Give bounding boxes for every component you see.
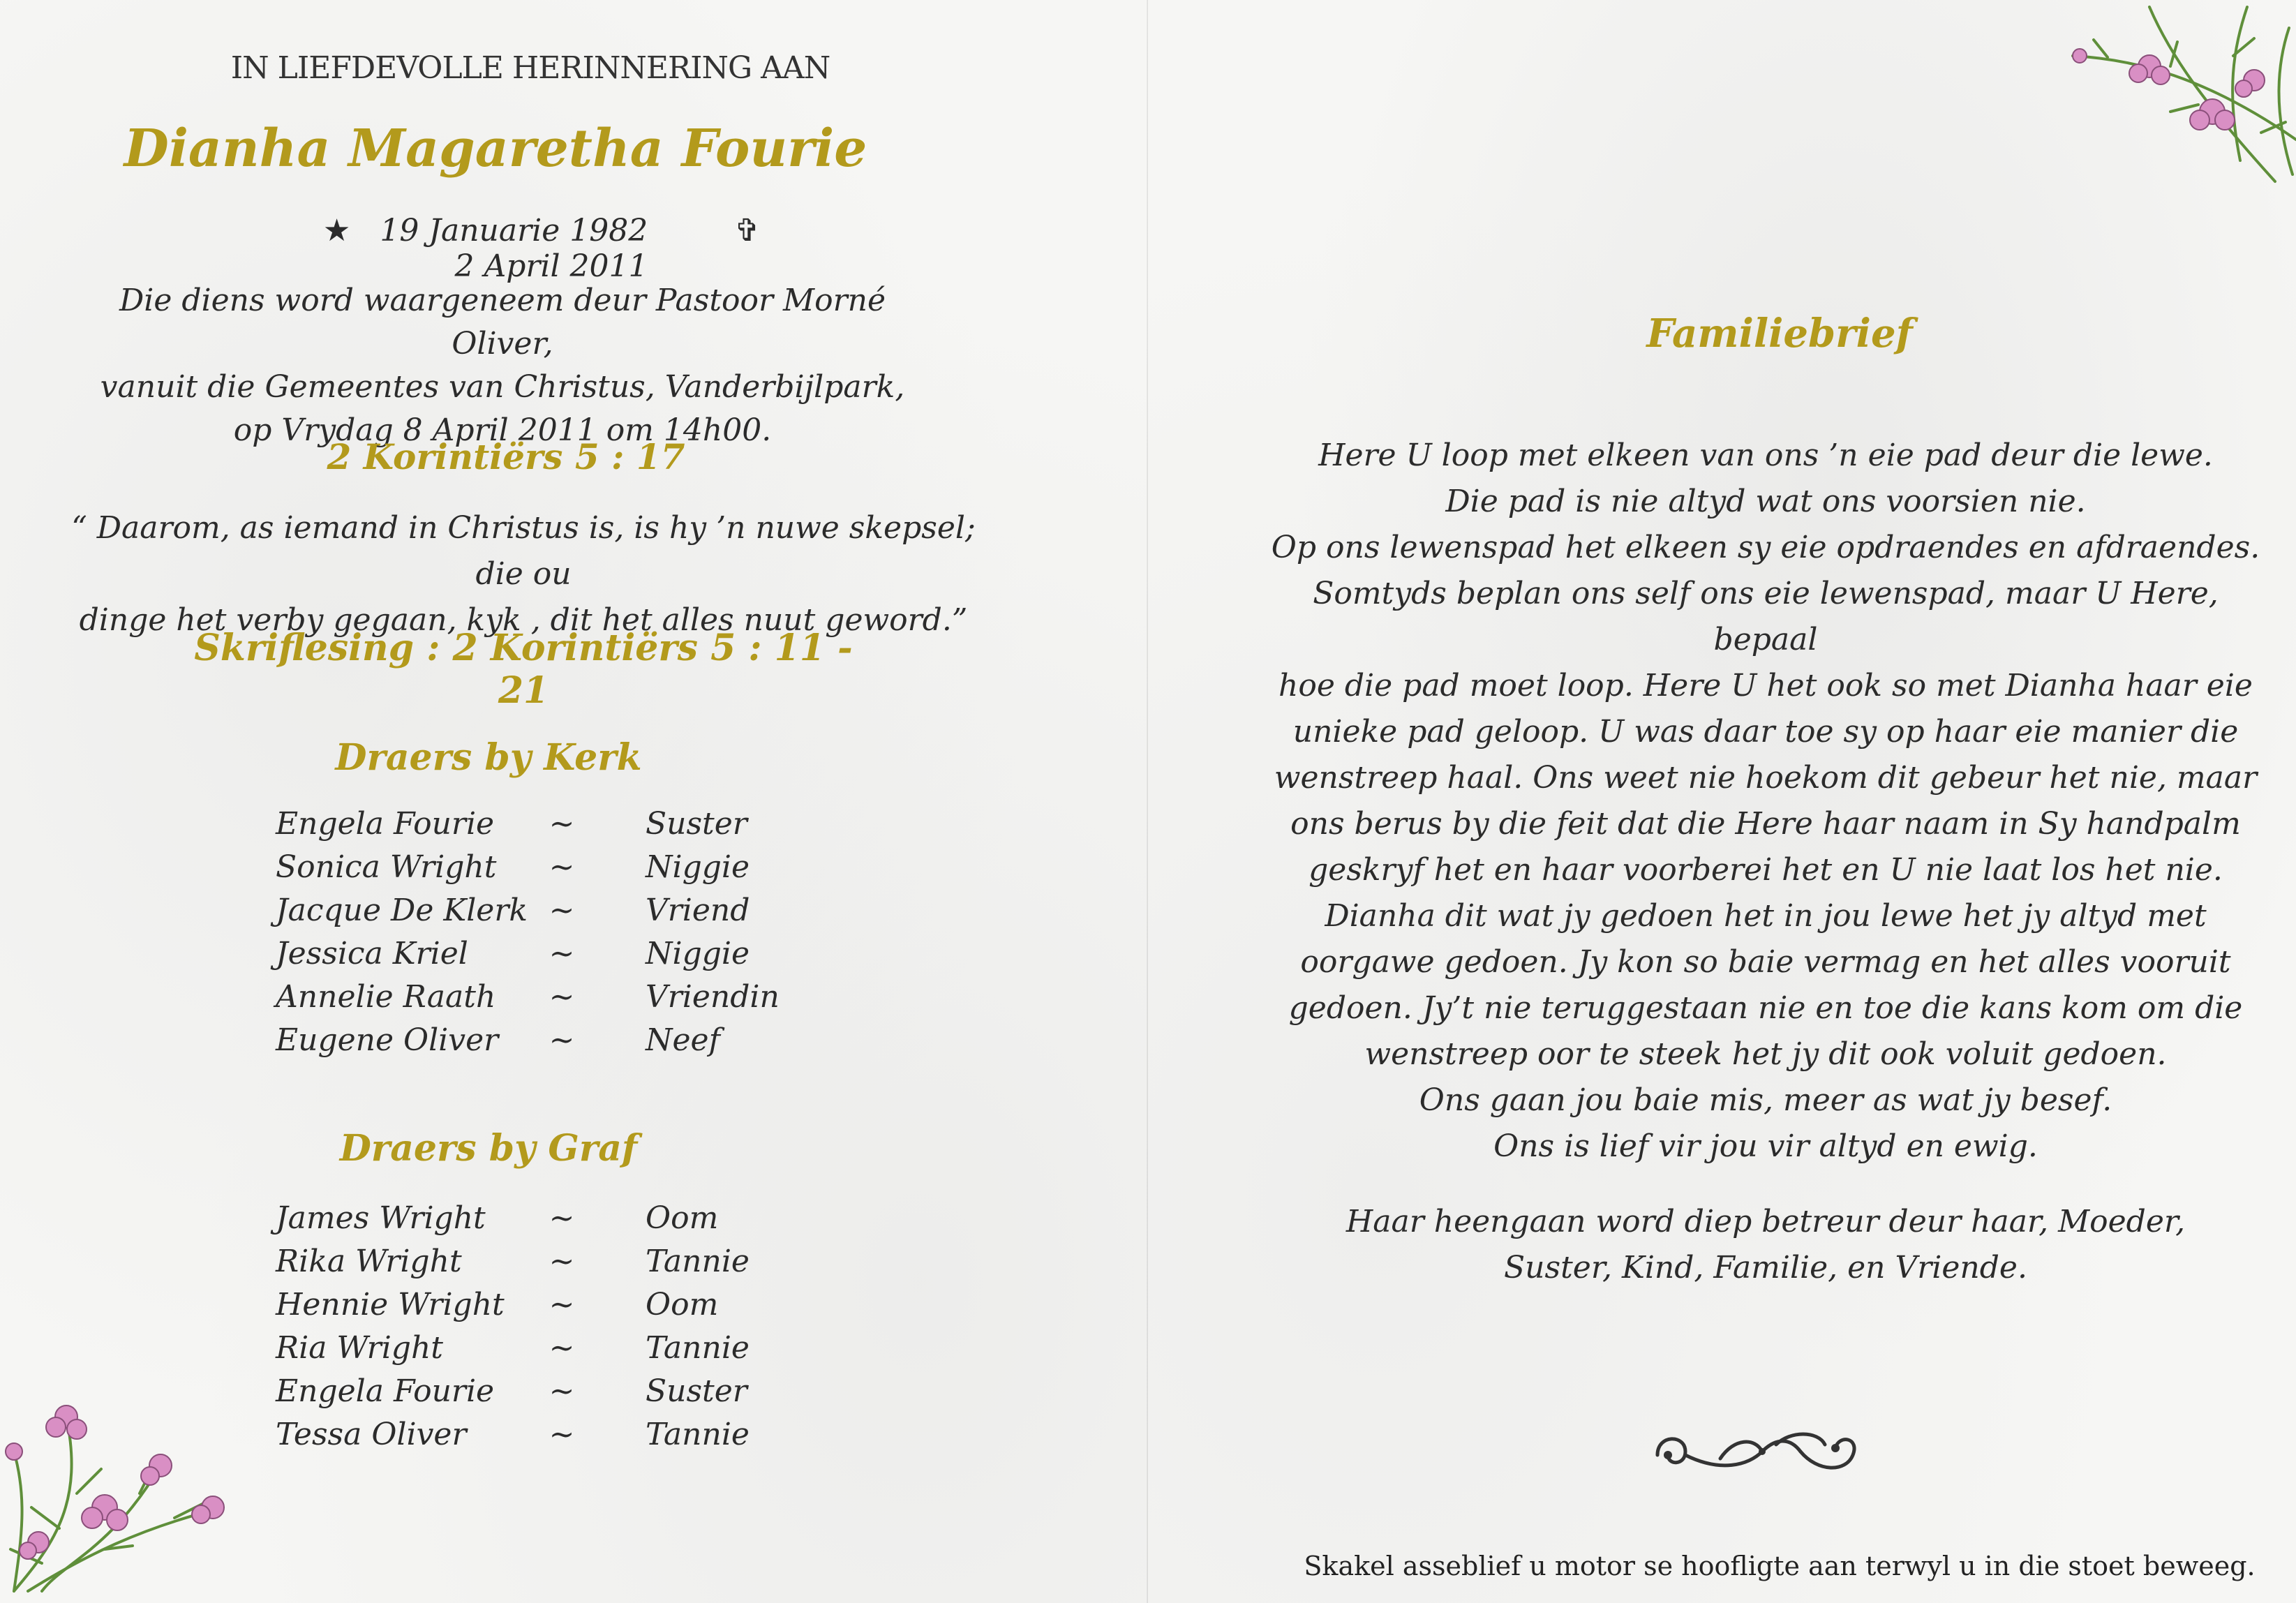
closing-line: Suster, Kind, Familie, en Vriende. [1504, 1250, 2027, 1285]
scripture-reading: Skriflesing : 2 Korintiërs 5 : 11 - 21 [194, 627, 853, 712]
bearer-name: Tessa Oliver [276, 1417, 467, 1452]
ornament-flourish-icon [1643, 1417, 1881, 1486]
letter-line: Dianha dit wat jy gedoen het in jou lewe het jy altyd met [1325, 898, 2207, 934]
grave-bearers-title: Draers by Graf [339, 1127, 638, 1170]
deceased-name: Dianha Magaretha Fourie [124, 119, 867, 179]
bearer-relation: Niggie [646, 936, 750, 971]
separator: ~ [549, 979, 575, 1015]
bearer-name: Sonica Wright [276, 849, 497, 885]
service-line: op Vrydag 8 April 2011 om 14h00. [233, 412, 772, 448]
flower-sprig-icon [0, 1389, 237, 1598]
separator: ~ [549, 1244, 575, 1279]
letter-line: unieke pad geloop. U was daar toe sy op haar eie manier die [1292, 714, 2239, 750]
letter-line: Ons gaan jou baie mis, meer as wat jy besef. [1419, 1082, 2112, 1118]
birth-date: 19 Januarie 1982 [380, 213, 648, 248]
quote-line: dinge het verby gegaan, kyk , dit het alles nuut geword.” [79, 602, 968, 638]
family-letter-title: Familiebrief [1646, 311, 1913, 357]
bearer-name: Eugene Oliver [276, 1022, 499, 1058]
star-icon: ★ [322, 213, 351, 248]
bearer-relation: Tannie [646, 1330, 750, 1366]
separator: ~ [549, 936, 575, 971]
quote-line: “ Daarom, as iemand in Christus is, is hy ’n nuwe skepsel; die ou [71, 510, 976, 592]
bearer-name: Jacque De Klerk [276, 893, 528, 928]
letter-line: wenstreep oor te steek het jy dit ook voluit gedoen. [1364, 1036, 2167, 1072]
separator: ~ [549, 1330, 575, 1366]
cross-icon: ✞ [734, 213, 761, 248]
letter-line: Here U loop met elkeen van ons ’n eie pad deur die lewe. [1318, 438, 2213, 473]
bearer-name: Engela Fourie [276, 1373, 495, 1409]
bearer-relation: Neef [646, 1022, 720, 1058]
flower-sprig-icon [2066, 0, 2296, 188]
letter-line: hoe die pad moet loop. Here U het ook so met Dianha haar eie [1279, 668, 2253, 703]
letter-line: Op ons lewenspad het elkeen sy eie opdraendes en afdraendes. [1271, 530, 2260, 565]
bearer-relation: Tannie [646, 1417, 750, 1452]
separator: ~ [549, 1200, 575, 1236]
bearer-relation: Vriend [646, 893, 750, 928]
bearer-name: Engela Fourie [276, 806, 495, 842]
church-bearers-title: Draers by Kerk [335, 736, 642, 779]
bearer-name: Annelie Raath [276, 979, 496, 1015]
bearer-relation: Suster [646, 806, 747, 842]
letter-line: oorgawe gedoen. Jy kon so baie vermag en het alles vooruit [1300, 944, 2231, 980]
family-letter-body [1270, 433, 2261, 1170]
death-date: 2 April 2011 [454, 248, 648, 284]
scripture-reference: 2 Korintiërs 5 : 17 [327, 436, 685, 477]
letter-line: Die pad is nie altyd wat ons voorsien nie. [1445, 484, 2086, 519]
bearer-relation: Tannie [646, 1244, 750, 1279]
service-line: vanuit die Gemeentes van Christus, Vanderbijlpark, [100, 369, 905, 405]
letter-line: Ons is lief vir jou vir altyd en ewig. [1493, 1128, 2038, 1164]
closing-line: Haar heengaan word diep betreur deur haar, Moeder, [1345, 1204, 2186, 1239]
letter-line: ons berus by die feit dat die Here haar naam in Sy handpalm [1290, 806, 2241, 842]
letter-line: gedoen. Jy’t nie teruggestaan nie en toe die kans kom om die [1288, 990, 2243, 1026]
separator: ~ [549, 893, 575, 928]
bearer-name: Ria Wright [276, 1330, 443, 1366]
memorial-heading: IN LIEFDEVOLLE HERINNERING AAN [230, 50, 830, 86]
separator: ~ [549, 849, 575, 885]
separator: ~ [549, 1287, 575, 1322]
bearer-name: Jessica Kriel [276, 936, 468, 971]
bearer-name: James Wright [276, 1200, 486, 1236]
bearer-name: Hennie Wright [276, 1287, 505, 1322]
life-dates [237, 213, 865, 284]
service-details [91, 279, 914, 452]
bearer-relation: Niggie [646, 849, 750, 885]
letter-line: geskryf het en haar voorberei het en U nie laat los het nie. [1309, 852, 2223, 888]
bearer-relation: Vriendin [646, 979, 780, 1015]
scripture-quote [49, 505, 998, 643]
letter-line: Somtyds beplan ons self ons eie lewenspad, maar U Here, bepaal [1313, 576, 2219, 657]
separator: ~ [549, 806, 575, 842]
mourning-note [1270, 1199, 2261, 1291]
bearer-relation: Oom [646, 1200, 719, 1236]
procession-notice: Skakel asseblief u motor se hoofligte aan terwyl u in die stoet beweeg. [1304, 1551, 2256, 1581]
separator: ~ [549, 1022, 575, 1058]
separator: ~ [549, 1373, 575, 1409]
letter-line: wenstreep haal. Ons weet nie hoekom dit gebeur het nie, maar [1274, 760, 2258, 796]
service-line: Die diens word waargeneem deur Pastoor Morné Oliver, [119, 283, 886, 361]
bearer-relation: Oom [646, 1287, 719, 1322]
bearer-relation: Suster [646, 1373, 747, 1409]
bearer-name: Rika Wright [276, 1244, 462, 1279]
separator: ~ [549, 1417, 575, 1452]
